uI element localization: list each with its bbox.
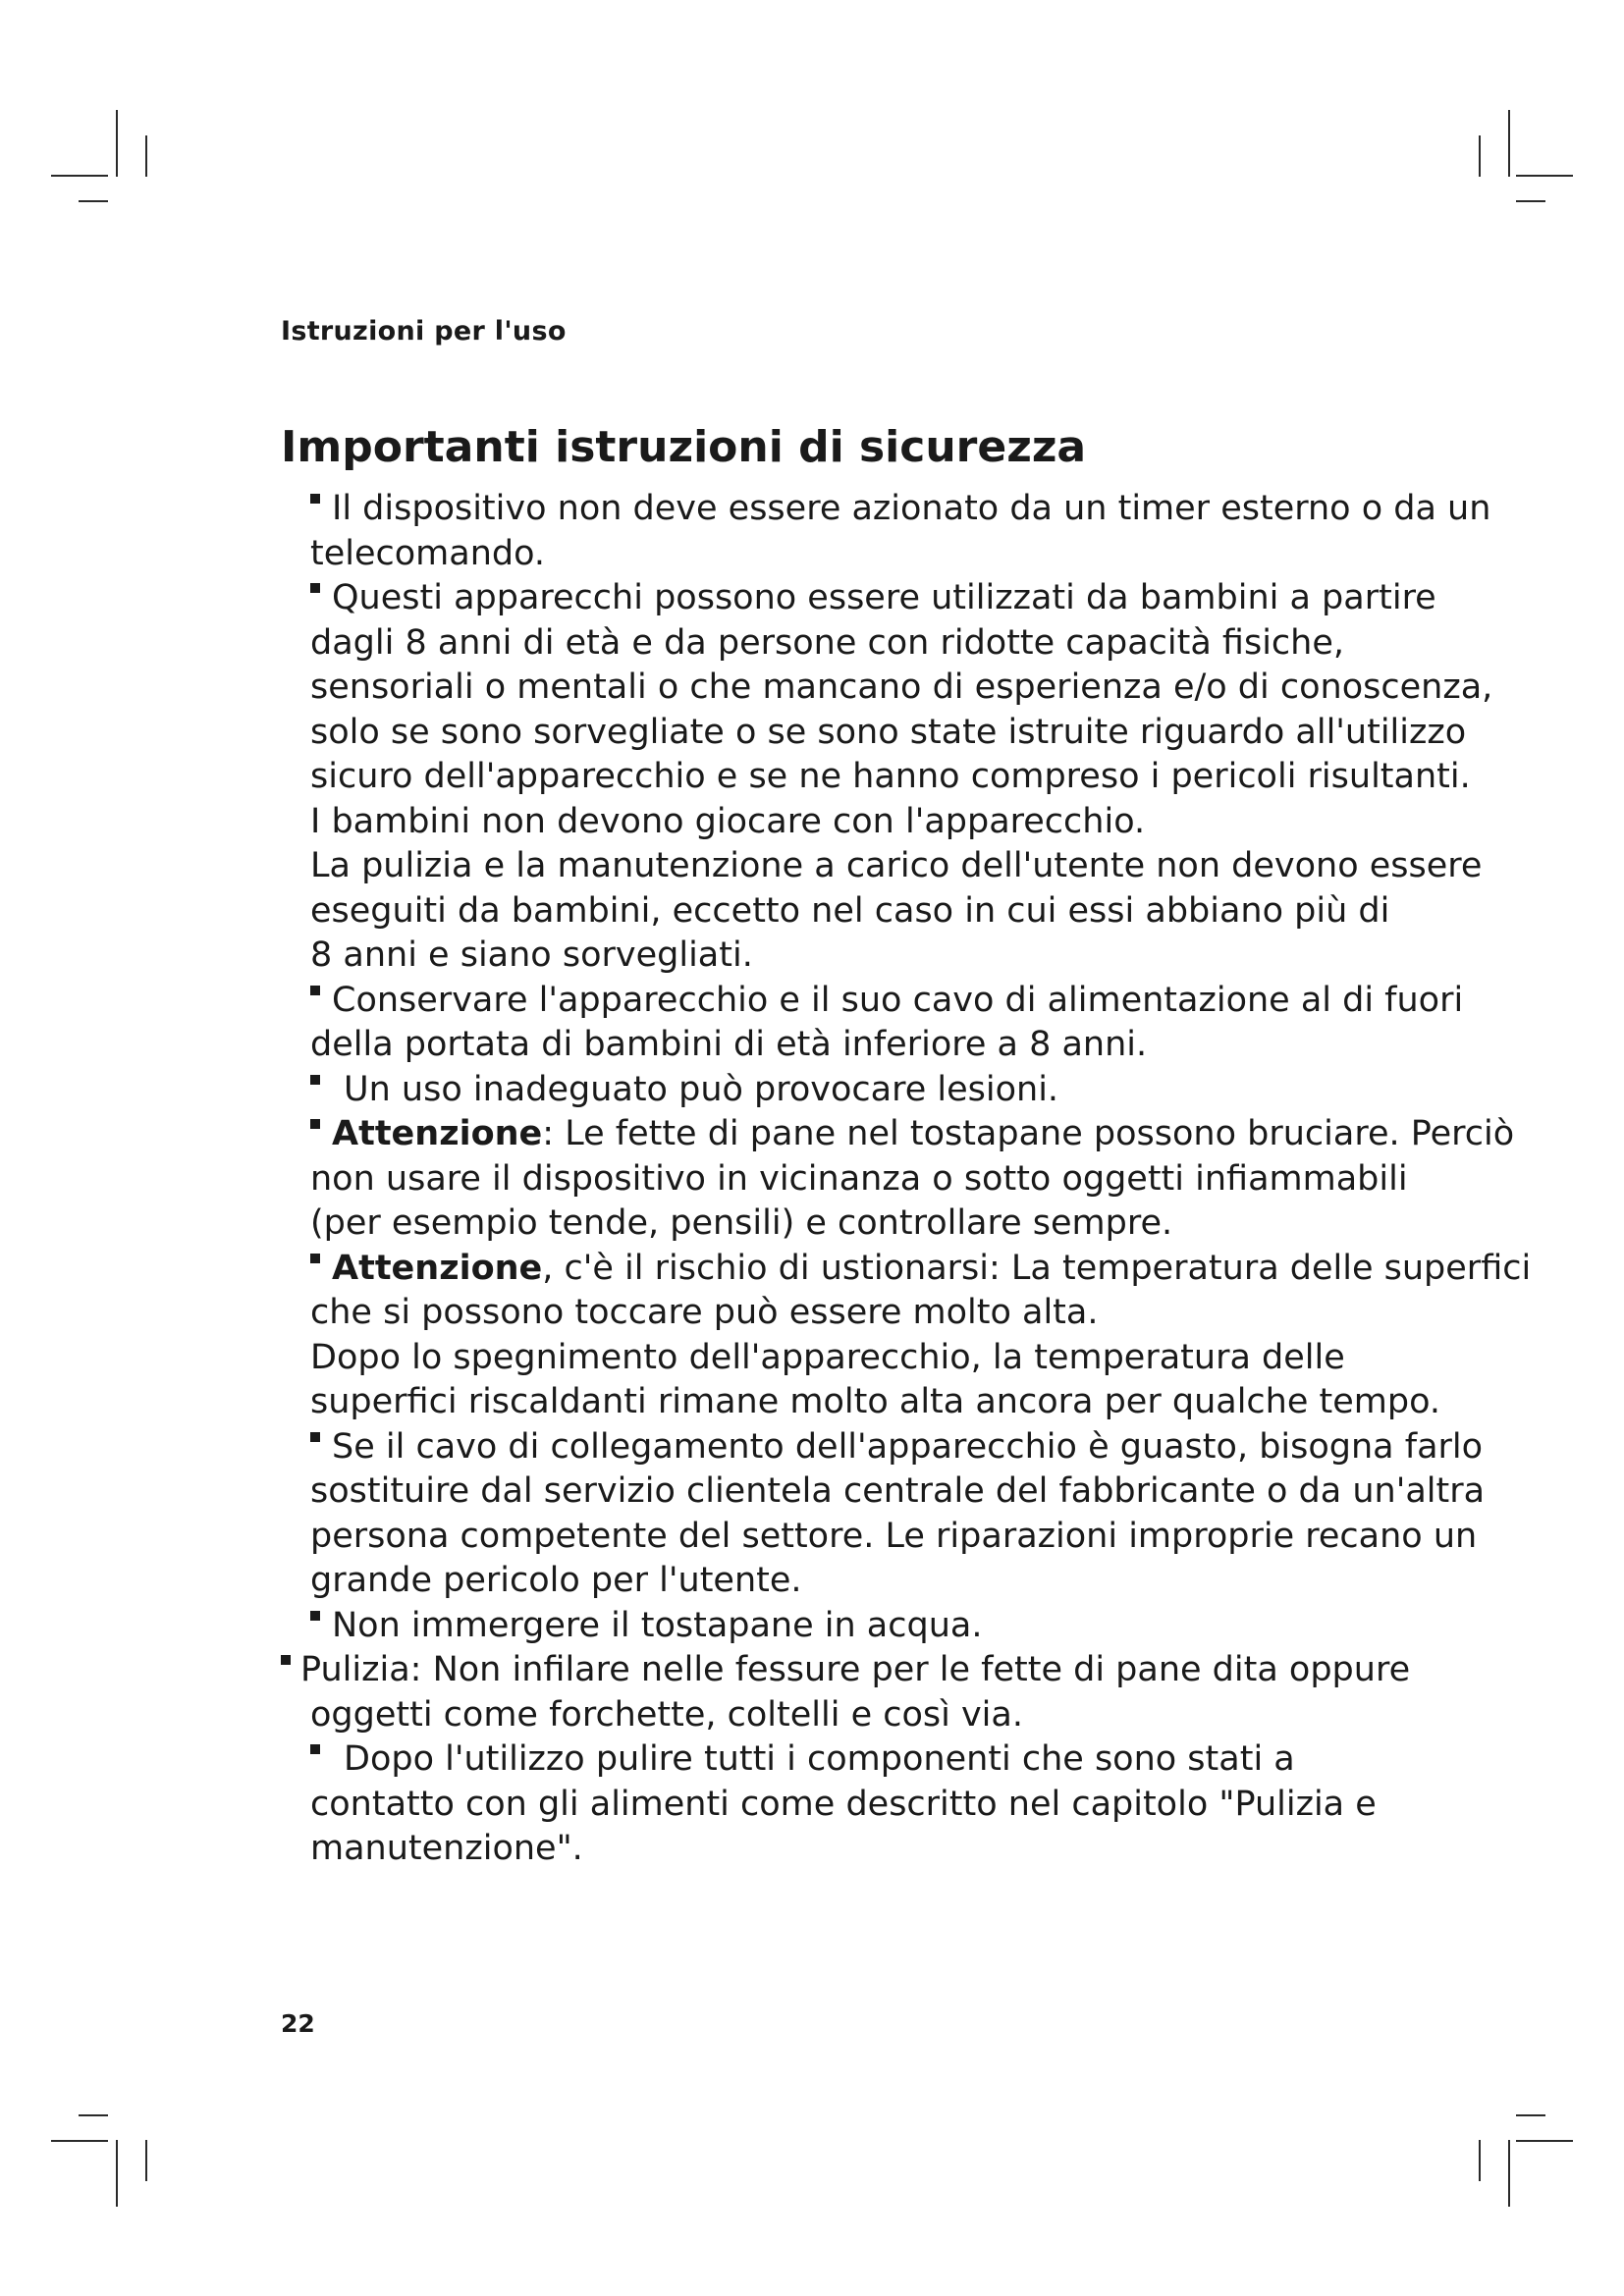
- page-number: 22: [281, 2009, 315, 2038]
- list-item: Attenzione: Le fette di pane nel tostapane possono bruciare. Perciò non usare il dispositivo in vicinanza o sotto oggetti infiammabili (per esempio tende, pensili) e controllare sempre.: [310, 1114, 1515, 1243]
- crop-mark: [116, 2140, 118, 2207]
- list-item: Se il cavo di collegamento dell'apparecchio è guasto, bisogna farlo sostituire dal servizio clientela centrale del fabbricante o da un'altra persona competente del settore. Le riparazioni improprie recano un grande pericolo per l'utente.: [310, 1426, 1486, 1600]
- list-item: Non immergere il tostapane in acqua.: [310, 1604, 1449, 1649]
- crop-mark: [79, 2114, 108, 2116]
- list-item: Questi apparecchi possono essere utilizzati da bambini a partire dagli 8 anni di età e da persone con ridotte capacità fisiche, sensoriali o mentali o che mancano di esperienza e/o di conoscenza, solo se sono sorvegliate o se sono state istruite riguardo all'utilizzo sicuro dell'apparecchio e se ne hanno compreso i pericoli risultanti. I bambini non devono giocare con l'apparecchio. La pulizia e la manutenzione a carico dell'utente non devono essere eseguiti da bambini, eccetto nel caso in cui essi abbiano più di 8 anni e siano sorvegliati.: [310, 578, 1493, 975]
- list-item: Attenzione, c'è il rischio di ustionarsi: La temperatura delle superfici che si possono toccare può essere molto alta. Dopo lo spegnimento dell'apparecchio, la temperatura delle superfici riscaldanti rimane molto alta ancora per qualche tempo.: [310, 1248, 1532, 1421]
- crop-mark: [1479, 135, 1481, 177]
- crop-mark: [1516, 175, 1573, 177]
- crop-mark: [116, 110, 118, 177]
- bullet-icon: [310, 986, 320, 995]
- crop-mark: [1516, 2140, 1573, 2142]
- bullet-icon: [310, 583, 320, 593]
- crop-mark: [51, 175, 108, 177]
- bullet-icon: [310, 494, 320, 504]
- list-item: Dopo l'utilizzo pulire tutti i componenti che sono stati a contatto con gli alimenti come descritto nel capitolo "Pulizia e manutenzione".: [310, 1739, 1377, 1868]
- list-item: Conservare l'apparecchio e il suo cavo di alimentazione al di fuori della portata di bambini di età inferiore a 8 anni.: [310, 980, 1464, 1064]
- bullet-icon: [310, 1119, 320, 1129]
- crop-mark: [1479, 2140, 1481, 2181]
- list-item: Un uso inadeguato può provocare lesioni.: [310, 1068, 1449, 1113]
- list-item: Pulizia: Non infilare nelle fessure per le fette di pane dita oppure oggetti come forchette, coltelli e così via.: [310, 1648, 1449, 1737]
- safety-instructions-list: [300, 487, 1532, 1872]
- warning-label: Attenzione: [332, 1114, 543, 1153]
- crop-mark: [1516, 200, 1545, 202]
- list-item: Il dispositivo non deve essere azionato da un timer esterno o da un telecomando.: [310, 489, 1491, 573]
- bullet-icon: [310, 1432, 320, 1442]
- crop-mark: [1516, 2114, 1545, 2116]
- bullet-icon: [281, 1655, 291, 1665]
- bullet-icon: [310, 1254, 320, 1263]
- bullet-icon: [310, 1611, 320, 1621]
- crop-mark: [1508, 2140, 1510, 2207]
- running-head: Istruzioni per l'uso: [281, 316, 567, 347]
- crop-mark: [145, 135, 147, 177]
- warning-label: Attenzione: [332, 1248, 543, 1288]
- crop-mark: [51, 2140, 108, 2142]
- bullet-icon: [310, 1744, 320, 1754]
- crop-mark: [79, 200, 108, 202]
- bullet-icon: [310, 1075, 320, 1085]
- crop-mark: [145, 2140, 147, 2181]
- crop-mark: [1508, 110, 1510, 177]
- section-title: Importanti istruzioni di sicurezza: [281, 422, 1087, 472]
